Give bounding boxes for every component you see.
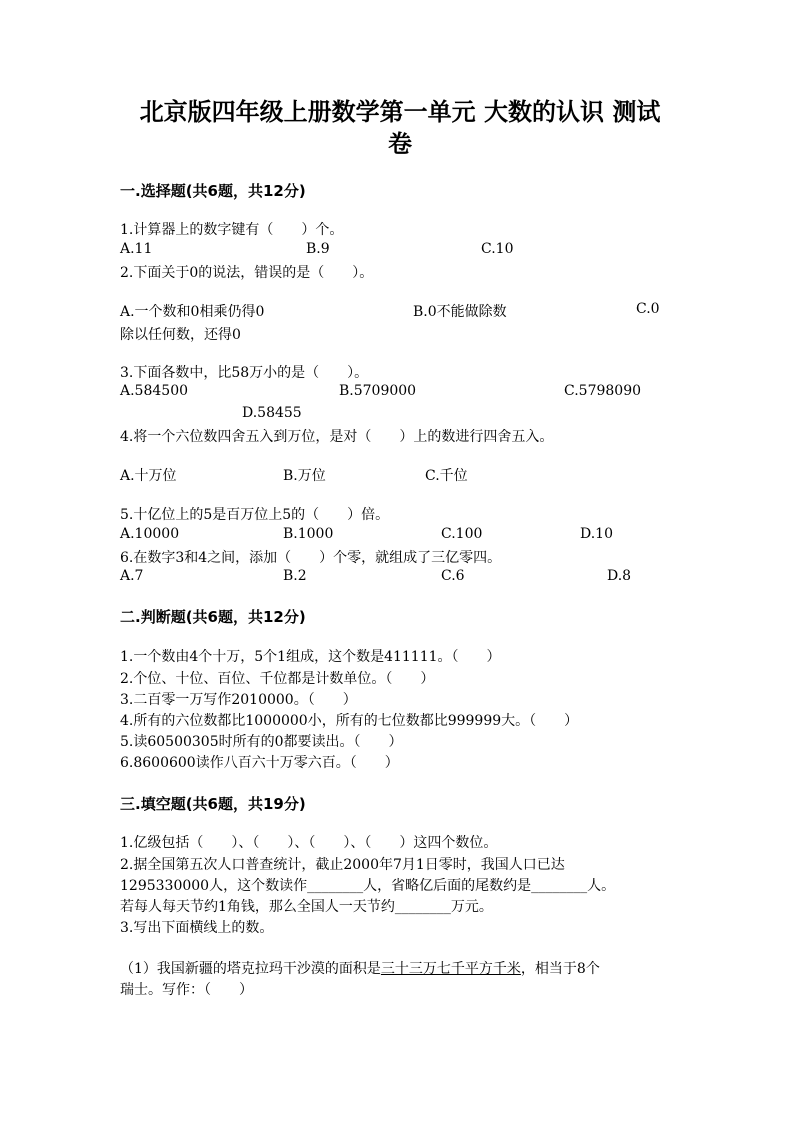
option-b: B.1000 bbox=[283, 526, 334, 542]
title-line-1: 北京版四年级上册数学第一单元 大数的认识 测试 bbox=[139, 98, 661, 126]
fill-question: 2.据全国第五次人口普查统计，截止2000年7月1日零时，我国人口已达 bbox=[120, 857, 565, 873]
question-text: 6.在数字3和4之间，添加（ ）个零，就组成了三亿零四。 bbox=[120, 550, 502, 566]
question-text: 4.将一个六位数四舍五入到万位，是对（ ）上的数进行四舍五入。 bbox=[120, 429, 554, 445]
option-a: A.584500 bbox=[120, 383, 189, 399]
option-d: D.10 bbox=[580, 526, 613, 542]
question-text: 2.下面关于0的说法，错误的是（ ）。 bbox=[120, 265, 374, 281]
option-b: B.2 bbox=[283, 568, 307, 584]
option-b: B.0不能做除数 bbox=[413, 304, 507, 320]
option-a: A.11 bbox=[120, 241, 153, 257]
sub-question-prefix: （1）我国新疆的塔克拉玛干沙漠的面积是 bbox=[120, 961, 381, 977]
option-d: D.8 bbox=[607, 568, 632, 584]
fill-question-continued: 1295330000人，这个数读作________人，省略亿后面的尾数约是________人。 bbox=[120, 878, 616, 894]
section-heading-judge: 二.判断题(共6题，共12分) bbox=[120, 608, 306, 626]
option-c: C.0 bbox=[636, 301, 660, 317]
option-c: C.100 bbox=[441, 526, 483, 542]
option-b: B.5709000 bbox=[339, 383, 417, 399]
judge-item: 2.个位、十位、百位、千位都是计数单位。（ ） bbox=[120, 671, 435, 687]
judge-item: 5.读60500305时所有的0都要读出。（ ） bbox=[120, 734, 403, 750]
option-c: C.6 bbox=[441, 568, 465, 584]
title-line-2: 卷 bbox=[388, 130, 412, 158]
option-c: C.10 bbox=[481, 241, 514, 257]
option-a: A.7 bbox=[120, 568, 144, 584]
fill-question: 3.写出下面横线上的数。 bbox=[120, 920, 274, 936]
sub-question bbox=[120, 958, 600, 978]
option-a: A.一个数和0相乘仍得0 bbox=[120, 304, 265, 320]
page-title bbox=[60, 96, 740, 160]
option-c-continued: 除以任何数，还得0 bbox=[120, 327, 241, 343]
option-b: B.9 bbox=[306, 241, 330, 257]
judge-item: 6.8600600读作八百六十万零六百。（ ） bbox=[120, 755, 399, 771]
option-c: C.千位 bbox=[425, 468, 468, 484]
option-a: A.10000 bbox=[120, 526, 180, 542]
question-text: 5.十亿位上的5是百万位上5的（ ）倍。 bbox=[120, 507, 390, 523]
sub-question-suffix: ，相当于8个 bbox=[520, 961, 600, 977]
option-d: D.58455 bbox=[242, 405, 302, 421]
question-text: 3.下面各数中，比58万小的是（ ）。 bbox=[120, 365, 369, 381]
judge-item: 1.一个数由4个十万，5个1组成，这个数是411111。（ ） bbox=[120, 649, 501, 665]
section-heading-fill: 三.填空题(共6题，共19分) bbox=[120, 795, 306, 813]
option-b: B.万位 bbox=[283, 468, 326, 484]
fill-question: 1.亿级包括（ ）、（ ）、（ ）、（ ）这四个数位。 bbox=[120, 835, 498, 851]
section-heading-choice: 一.选择题(共6题，共12分) bbox=[120, 182, 306, 200]
option-c: C.5798090 bbox=[564, 383, 642, 399]
judge-item: 3.二百零一万写作2010000。（ ） bbox=[120, 692, 357, 708]
fill-question-continued: 若每人每天节约1角钱，那么全国人一天节约________万元。 bbox=[120, 899, 493, 915]
sub-question-continued: 瑞士。写作：（ ） bbox=[120, 982, 253, 998]
underlined-phrase: 三十三万七千平方千米 bbox=[380, 961, 521, 977]
question-text: 1.计算器上的数字键有（ ）个。 bbox=[120, 222, 344, 238]
option-a: A.十万位 bbox=[120, 468, 177, 484]
judge-item: 4.所有的六位数都比1000000小，所有的七位数都比999999大。（ ） bbox=[120, 713, 579, 729]
